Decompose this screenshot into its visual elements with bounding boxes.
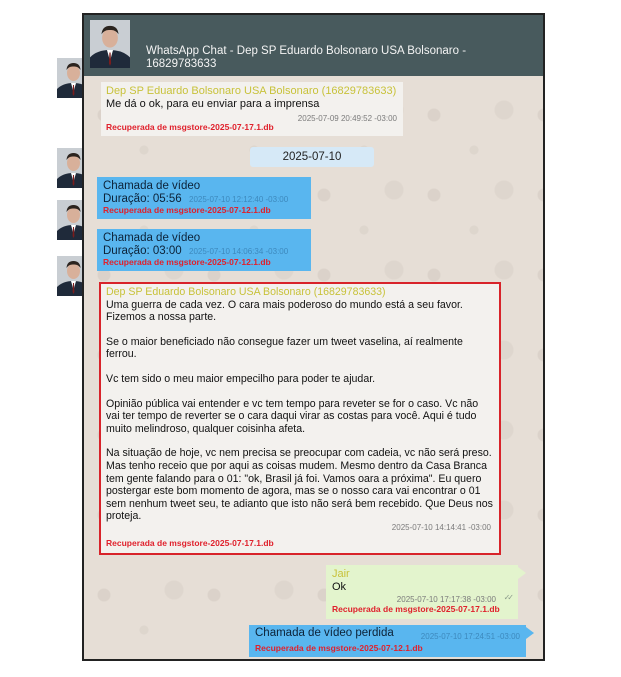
recovered-label: Recuperada de msgstore-2025-07-17.1.db [106, 538, 274, 549]
sender-name: Dep SP Eduardo Bolsonaro USA Bolsonaro (16829783633) [106, 286, 386, 298]
timestamp: 2025-07-10 17:17:38 -03:00 [396, 595, 496, 604]
timestamp: 2025-07-10 14:06:34 -03:00 [189, 247, 289, 256]
contact-avatar[interactable] [90, 20, 130, 68]
timestamp: 2025-07-10 14:14:41 -03:00 [391, 523, 491, 533]
message-paragraph: Vc tem sido o meu maior empecilho para poder te ajudar. [106, 372, 376, 385]
date-separator: 2025-07-10 [250, 147, 374, 167]
read-receipt-icon: ✓✓ [503, 593, 511, 602]
recovered-label: Recuperada de msgstore-2025-07-17.1.db [106, 122, 274, 132]
call-title: Chamada de vídeo [103, 232, 201, 244]
video-call-bubble[interactable] [97, 177, 311, 219]
sender-name: Jair [332, 568, 350, 580]
chat-title: WhatsApp Chat - Dep SP Eduardo Bolsonaro USA Bolsonaro - 16829783633 [146, 45, 467, 70]
recovered-label: Recuperada de msgstore-2025-07-12.1.db [103, 257, 271, 267]
recovered-label: Recuperada de msgstore-2025-07-12.1.db [255, 643, 423, 653]
message-paragraph: Opinião pública vai entender e vc tem tempo para reveter se for o caso. Vc não vai ter tempo de reverter se o cara daqui virar as costas para você. Aqui é tudo muito melindroso, qualquer coisinha afeta. [106, 397, 479, 435]
call-title: Chamada de vídeo [103, 180, 201, 192]
timestamp: 2025-07-10 12:12:40 -03:00 [189, 195, 289, 204]
bubble-tail [526, 627, 534, 639]
missed-call-bubble[interactable] [249, 625, 526, 657]
message-bubble-highlighted[interactable] [99, 282, 501, 555]
message-paragraph: Se o maior beneficiado não consegue fazer um tweet vaselina, aí realmente ferrou. [106, 335, 463, 361]
chat-window [82, 13, 545, 661]
message-text: Me dá o ok, para eu enviar para a imprensa [106, 98, 320, 110]
bubble-tail [518, 567, 526, 579]
recovered-label: Recuperada de msgstore-2025-07-12.1.db [103, 205, 271, 215]
call-duration: Duração: 05:56 [103, 193, 182, 205]
video-call-bubble[interactable] [97, 229, 311, 271]
message-text: Ok [332, 581, 347, 593]
outgoing-message-bubble[interactable] [326, 565, 518, 619]
message-bubble[interactable] [101, 82, 403, 136]
call-duration: Duração: 03:00 [103, 245, 182, 257]
chat-header [84, 15, 543, 76]
message-paragraph: Uma guerra de cada vez. O cara mais poderoso do mundo está a seu favor. Fizemos a nossa parte. [106, 298, 463, 324]
recovered-label: Recuperada de msgstore-2025-07-17.1.db [332, 604, 500, 614]
message-paragraph: Na situação de hoje, vc nem precisa se preocupar com cadeia, vc não será preso. Mas tenho receio que por aqui as coisas mudem. Mesmo dentro da Casa Branca tem gente falando para o 01: "ok, Brasil já foi. Vamos oara a próxima". Eu quero postergar este bom momento de agora, mas se o nosso cara vai encontrar o 01 sem nenhum tweet seu, te adianto que isto não será bem recebido. Que Deus nos proteja. [106, 447, 493, 523]
sender-name: Dep SP Eduardo Bolsonaro USA Bolsonaro (16829783633) [106, 85, 397, 97]
timestamp: 2025-07-10 17:24:51 -03:00 [420, 632, 520, 641]
timestamp: 2025-07-09 20:49:52 -03:00 [297, 114, 397, 123]
call-title: Chamada de vídeo perdida [255, 627, 394, 639]
